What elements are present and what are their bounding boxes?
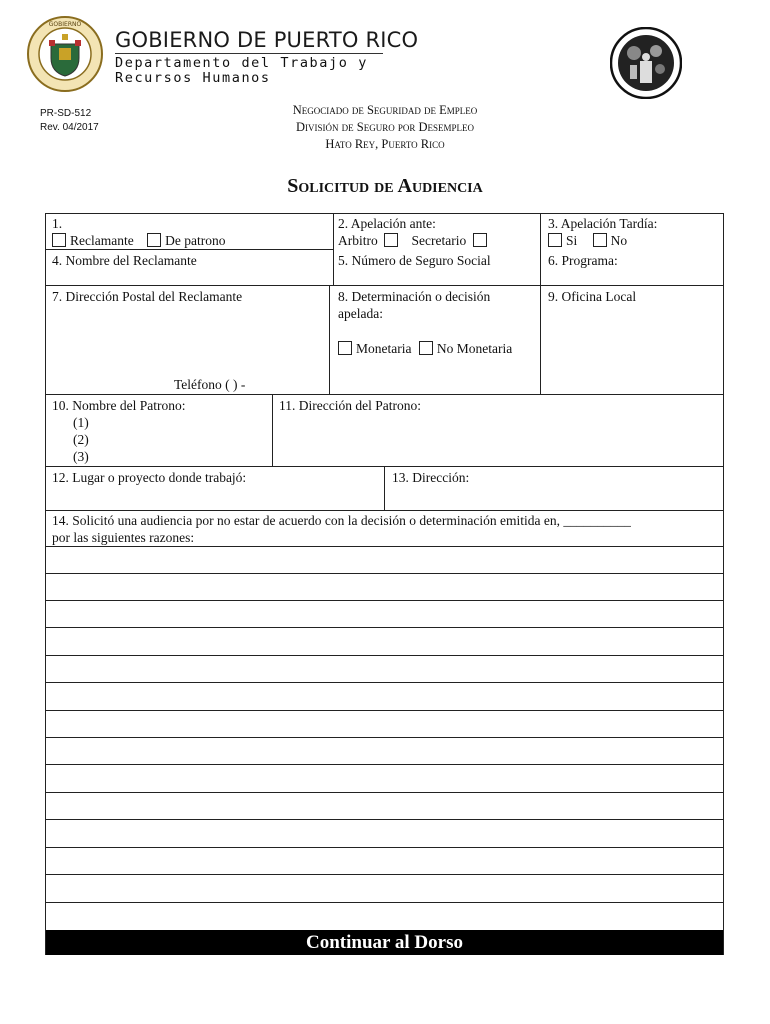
row-divider [46, 510, 723, 511]
row-divider [46, 394, 723, 395]
field-3-label: 3. Apelación Tardía: [548, 216, 658, 231]
writing-line [46, 710, 723, 711]
column-divider [329, 285, 330, 394]
puerto-rico-seal-icon [27, 16, 103, 92]
department-line-1: Departamento del Trabajo y [115, 55, 368, 71]
reclamante-checkbox[interactable] [52, 233, 66, 247]
de-patrono-checkbox[interactable] [147, 233, 161, 247]
department-emblem-icon [610, 27, 682, 99]
writing-line [46, 792, 723, 793]
field-3-options [548, 232, 627, 249]
title-rule [115, 53, 383, 54]
field-11-employer-address[interactable]: 11. Dirección del Patrono: [279, 398, 421, 413]
monetaria-label: Monetaria [356, 341, 412, 356]
department-name [115, 56, 368, 86]
field-5-social-security[interactable]: 5. Número de Seguro Social [338, 253, 491, 268]
column-divider [540, 214, 541, 394]
field-6-program[interactable]: 6. Programa: [548, 253, 618, 268]
office-line-3: Hato Rey, Puerto Rico [325, 137, 445, 151]
writing-line [46, 573, 723, 574]
employer-item-1: (1) [73, 415, 89, 430]
form-identifier [40, 107, 99, 135]
writing-line [46, 627, 723, 628]
form-number: PR-SD-512 [40, 108, 92, 119]
field-2-options [338, 232, 491, 249]
arbitro-checkbox[interactable] [384, 233, 398, 247]
secretario-checkbox[interactable] [473, 233, 487, 247]
writing-line [46, 655, 723, 656]
field-1-options [52, 232, 225, 249]
field-14-line-2: por las siguientes razones: [52, 530, 195, 545]
field-12-work-location[interactable]: 12. Lugar o proyecto donde trabajó: [52, 470, 247, 485]
row-divider [46, 285, 723, 286]
field-13-address[interactable]: 13. Dirección: [392, 470, 470, 485]
no-label: No [610, 233, 628, 248]
secretario-label: Secretario [411, 233, 467, 248]
employer-item-3: (3) [73, 449, 89, 464]
writing-line [46, 737, 723, 738]
writing-line [46, 682, 723, 683]
field-10-employer-name[interactable]: 10. Nombre del Patrono: [52, 398, 186, 413]
continue-on-back-banner: Continuar al Dorso [46, 930, 723, 955]
column-divider [272, 394, 273, 466]
office-heading [240, 102, 530, 153]
field-8-options [338, 340, 512, 357]
field-7-postal-address[interactable]: 7. Dirección Postal del Reclamante [52, 289, 243, 304]
office-line-2: División de Seguro por Desempleo [295, 120, 474, 134]
no-monetaria-checkbox[interactable] [419, 341, 433, 355]
hearing-request-form [45, 213, 724, 955]
field-14-line-1: 14. Solicitó una audiencia por no estar de acuerdo con la decisión o determinación emitida en, __________ [52, 513, 631, 528]
field-8-line-1: 8. Determinación o decisión [338, 289, 491, 304]
employer-item-2: (2) [73, 432, 89, 447]
field-8-line-2: apelada: [338, 306, 383, 321]
si-label: Si [566, 233, 578, 248]
de-patrono-label: De patrono [165, 233, 226, 248]
reclamante-label: Reclamante [70, 233, 134, 248]
field-9-local-office[interactable]: 9. Oficina Local [548, 289, 637, 304]
row-divider [46, 249, 333, 250]
government-title: GOBIERNO DE PUERTO RICO [115, 28, 419, 52]
telephone-field[interactable]: Teléfono ( ) - [174, 377, 246, 392]
column-divider [333, 214, 334, 285]
department-line-2: Recursos Humanos [115, 70, 271, 86]
si-checkbox[interactable] [548, 233, 562, 247]
writing-line [46, 902, 723, 903]
arbitro-label: Arbitro [338, 233, 378, 248]
document-title: Solicitud de Audiencia [287, 175, 483, 197]
field-2-label: 2. Apelación ante: [338, 216, 436, 231]
writing-line [46, 600, 723, 601]
no-checkbox[interactable] [593, 233, 607, 247]
form-revision: Rev. 04/2017 [40, 122, 99, 133]
no-monetaria-label: No Monetaria [436, 341, 513, 356]
field-4-claimant-name[interactable]: 4. Nombre del Reclamante [52, 253, 197, 268]
office-line-1: Negociado de Seguridad de Empleo [292, 103, 478, 117]
field-1-label: 1. [52, 216, 63, 231]
column-divider [384, 466, 385, 510]
writing-line [46, 764, 723, 765]
writing-line [46, 546, 723, 547]
monetaria-checkbox[interactable] [338, 341, 352, 355]
writing-line [46, 847, 723, 848]
writing-line [46, 819, 723, 820]
svg-text:GOBIERNO: GOBIERNO [48, 21, 82, 28]
writing-line [46, 874, 723, 875]
